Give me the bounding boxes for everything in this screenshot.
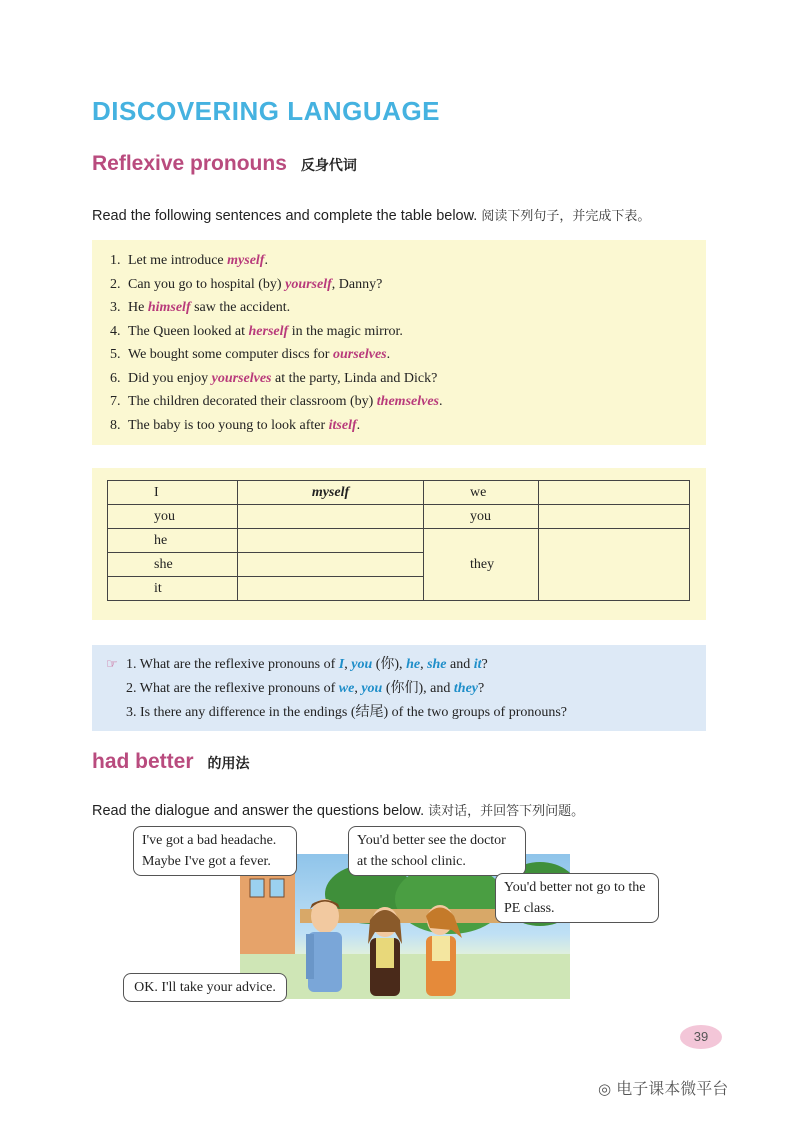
- table-cell-blank[interactable]: [238, 553, 424, 577]
- building-icon: [240, 864, 295, 954]
- speech-bubble-reply: OK. I'll take your advice.: [123, 973, 287, 1002]
- instruction-en: Read the dialogue and answer the questions below.: [92, 803, 425, 819]
- instruction-cn: 阅读下列句子，并完成下表。: [481, 209, 651, 224]
- section-subtitle: 反身代词: [300, 158, 357, 174]
- table-cell-pronoun: you: [108, 505, 238, 529]
- table-cell-blank[interactable]: [539, 481, 690, 505]
- table-cell-blank[interactable]: [539, 529, 690, 601]
- instruction-text: [92, 205, 650, 224]
- table-cell-blank[interactable]: [238, 577, 424, 601]
- instruction-text: [92, 800, 584, 819]
- table-cell-pronoun: she: [108, 553, 238, 577]
- table-cell-pronoun: I: [108, 481, 238, 505]
- table-cell-pronoun: they: [424, 529, 539, 601]
- reflexive-pronoun: themselves: [376, 394, 440, 409]
- sentence-list: [110, 249, 706, 437]
- instruction-en: Read the following sentences and complete the table below.: [92, 208, 478, 224]
- wechat-icon: ◎: [598, 1080, 612, 1098]
- watermark: ◎ 电子课本微平台: [598, 1079, 729, 1098]
- pointing-hand-icon: ☞: [106, 657, 118, 672]
- questions-box: [92, 645, 706, 731]
- sentence-item: 1.Let me introduce myself.: [110, 253, 268, 268]
- sentence-item: 7.The children decorated their classroom (by) themselves.: [110, 394, 443, 409]
- sentence-item: 6.Did you enjoy yourselves at the party, Linda and Dick?: [110, 370, 438, 386]
- example-sentences-box: [92, 240, 706, 445]
- table-cell-pronoun: you: [424, 505, 539, 529]
- table-cell-blank[interactable]: [238, 529, 424, 553]
- reflexive-pronoun: herself: [248, 323, 289, 339]
- table-cell-answer[interactable]: [238, 481, 424, 505]
- section-title: Reflexive pronouns: [92, 152, 287, 175]
- reflexive-pronoun: yourselves: [211, 370, 272, 386]
- reflexive-pronoun: yourself: [285, 276, 332, 292]
- table-cell-pronoun: it: [108, 577, 238, 601]
- question-item: 3. Is there any difference in the endings (结尾) of the two groups of pronouns?: [126, 705, 568, 720]
- reflexive-pronoun: myself: [227, 253, 265, 268]
- speech-bubble-girl2: You'd better not go to the PE class.: [495, 873, 659, 923]
- page-title: DISCOVERING LANGUAGE: [92, 96, 441, 126]
- pronoun-table: [107, 480, 690, 601]
- sentence-item: 5.We bought some computer discs for ourselves.: [110, 347, 391, 362]
- table-cell-blank[interactable]: [238, 505, 424, 529]
- page-number: 39: [680, 1025, 722, 1049]
- reflexive-pronoun: himself: [147, 300, 191, 315]
- reflexive-pronoun: ourselves: [332, 347, 387, 362]
- sentence-item: 4.The Queen looked at herself in the magic mirror.: [110, 323, 403, 339]
- answer-myself: myself: [311, 484, 350, 500]
- sentence-item: 8.The baby is too young to look after itself.: [110, 417, 361, 433]
- reflexive-pronoun: itself: [328, 417, 357, 433]
- question-item: ☞ 1. What are the reflexive pronouns of I, you (你), he, she and it?: [106, 653, 706, 677]
- question-item: 2. What are the reflexive pronouns of we, you (你们), and they?: [126, 681, 485, 696]
- section-heading-reflexive: [92, 152, 357, 176]
- speech-bubble-girl1: You'd better see the doctor at the school clinic.: [348, 826, 526, 876]
- sentence-item: 3.He himself saw the accident.: [110, 300, 291, 315]
- section-subtitle: 的用法: [207, 756, 250, 772]
- sentence-item: 2.Can you go to hospital (by) yourself, Danny?: [110, 276, 383, 292]
- instruction-cn: 读对话，并回答下列问题。: [428, 804, 585, 819]
- section-heading-had-better: [92, 750, 250, 774]
- speech-bubble-boy: I've got a bad headache. Maybe I've got a fever.: [133, 826, 297, 876]
- table-cell-blank[interactable]: [539, 505, 690, 529]
- table-cell-pronoun: he: [108, 529, 238, 553]
- table-cell-pronoun: we: [424, 481, 539, 505]
- section-title: had better: [92, 750, 194, 773]
- pronoun-table-box: [92, 468, 706, 620]
